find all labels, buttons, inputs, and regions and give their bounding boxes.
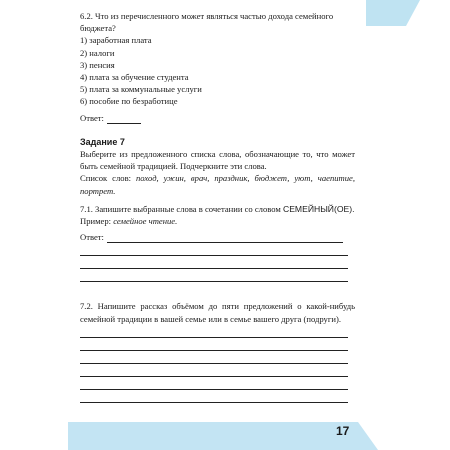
question-7-1-prompt	[80, 203, 355, 215]
option-2: 2) налоги	[80, 47, 115, 58]
answer-line[interactable]	[80, 377, 348, 390]
answer-line[interactable]	[80, 351, 348, 364]
question-6-2-options	[80, 34, 355, 107]
page-content	[80, 10, 355, 403]
answer-line[interactable]	[80, 390, 348, 403]
answer-line[interactable]	[80, 269, 348, 282]
task-7-instruction: Выберите из предложенного списка слова, обозначающие то, что может быть семейной традицией. Подчеркните эти слова.	[80, 149, 355, 172]
word-list-items: поход, ужин, врач, праздник, бюджет, уют, чаепитие, портрет.	[80, 173, 356, 196]
task-7-title: Задание 7	[80, 136, 125, 147]
question-7-2-prompt: 7.2. Напишите рассказ объёмом до пяти предложений о какой-нибудь семейной традиции в вашей семье или в семье вашего друга (подруги).	[80, 301, 355, 324]
corner-tab-decoration	[366, 0, 406, 26]
page-number: 17	[336, 424, 350, 438]
task-7-word-list	[80, 172, 355, 196]
question-7-1-text: 7.1. Запишите выбранные слова в сочетании со словом	[80, 203, 281, 214]
option-3: 3) пенсия	[80, 59, 115, 70]
answer-line[interactable]	[107, 233, 343, 243]
answer-line[interactable]	[107, 114, 141, 124]
answer-line[interactable]	[80, 364, 348, 377]
footer-band	[68, 422, 358, 450]
answer-line[interactable]	[80, 338, 348, 351]
word-list-label: Список слов:	[80, 173, 132, 184]
option-6: 6) пособие по безработице	[80, 96, 178, 107]
answer-line[interactable]	[80, 243, 348, 256]
option-5: 5) плата за коммунальные услуги	[80, 84, 202, 95]
example-text: семейное чтение.	[113, 216, 178, 227]
example-label: Пример:	[80, 216, 112, 227]
answer-label: Ответ:	[80, 232, 104, 243]
question-7-1-keyword: СЕМЕЙНЫЙ(ОЕ).	[282, 203, 355, 214]
question-6-2-answer	[80, 112, 355, 124]
question-6-2-prompt: 6.2. Что из перечисленного может являться частью дохода семейного бюджета?	[80, 11, 334, 34]
question-7-1-example	[80, 215, 355, 227]
question-7-1-answer	[80, 231, 355, 243]
answer-label: Ответ:	[80, 112, 104, 123]
option-4: 4) плата за обучение студента	[80, 72, 189, 83]
option-1: 1) заработная плата	[80, 35, 152, 46]
answer-line[interactable]	[80, 325, 348, 338]
answer-line[interactable]	[80, 256, 348, 269]
